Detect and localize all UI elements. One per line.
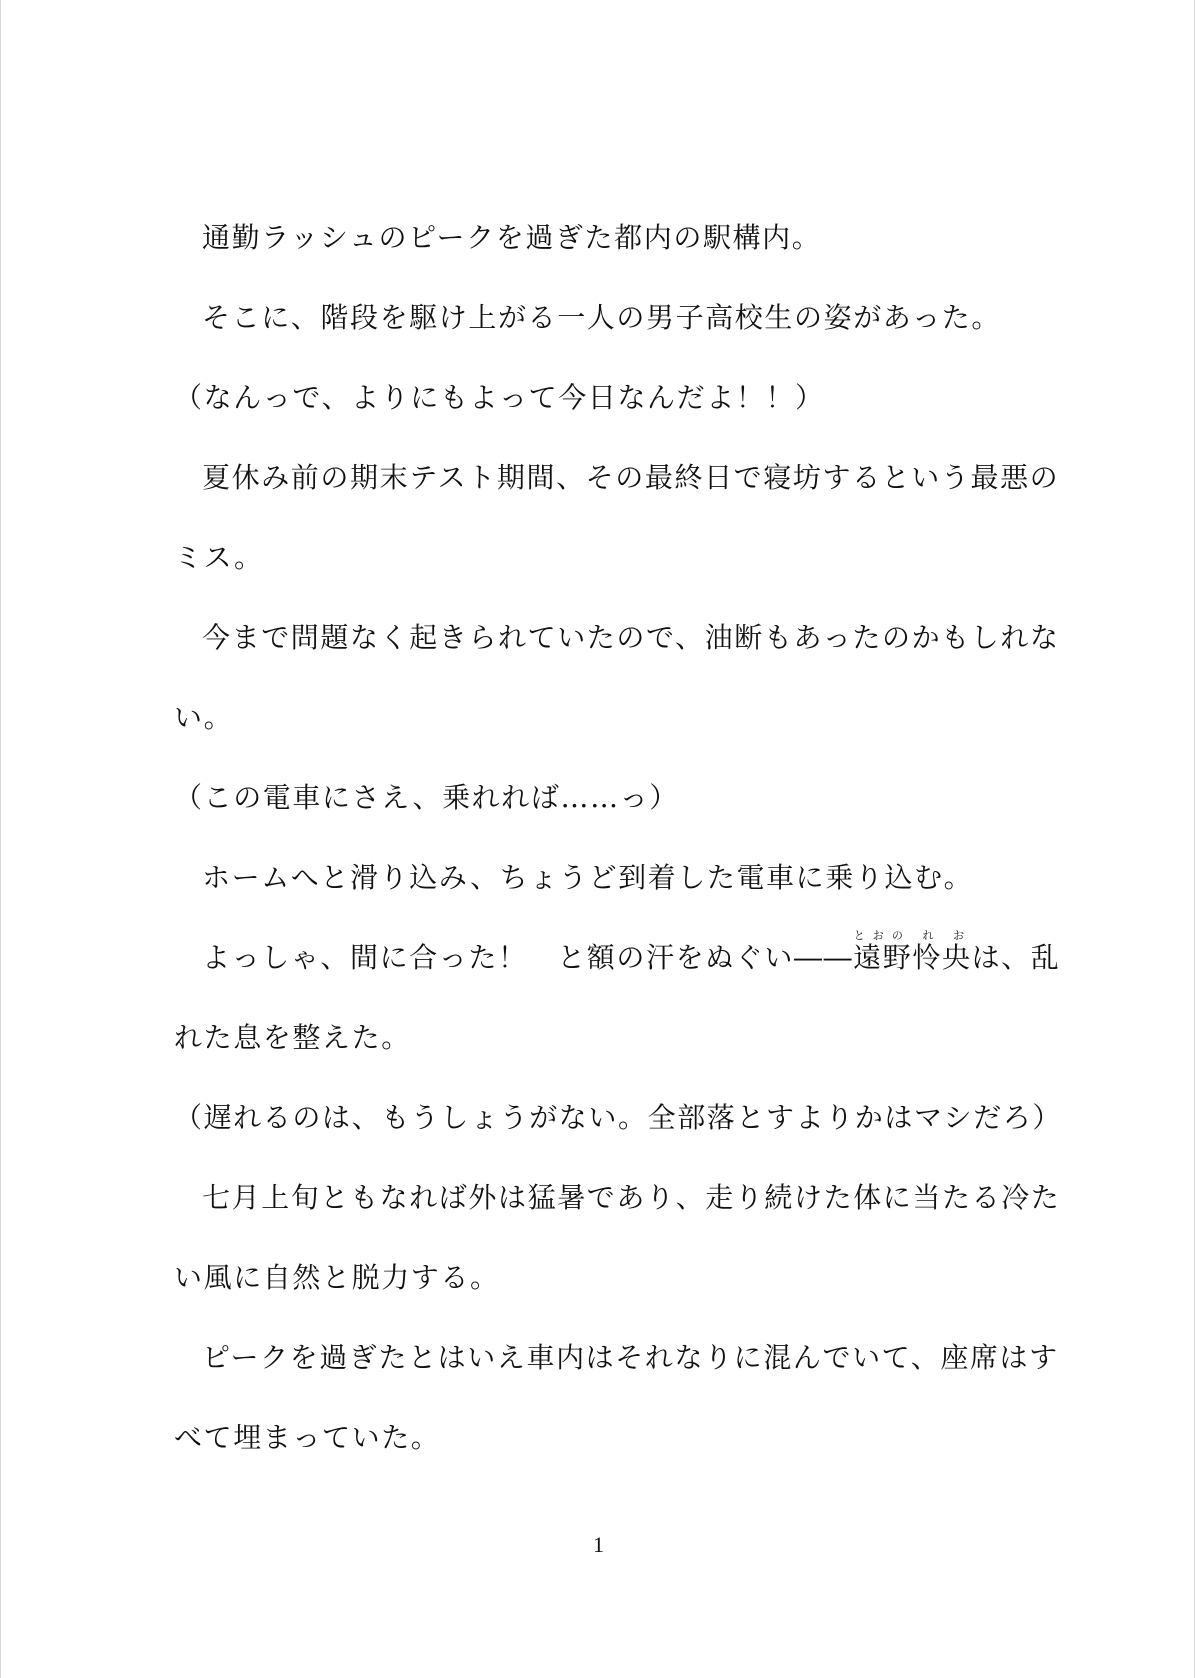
dialogue-line: （この電車にさえ、乗れれば……っ） — [174, 781, 679, 814]
ruby-line-before: よっしゃ、間に合った！ と額の汗をぬぐい―― — [202, 941, 854, 974]
dialogue-line: （なんっで、よりにもよって今日なんだよ！！） — [174, 381, 825, 414]
page-number: 1 — [593, 1532, 604, 1557]
paragraph-continuation: い。 — [174, 701, 234, 734]
paragraph: 通勤ラッシュのピークを過ぎた都内の駅構内。 — [202, 221, 822, 254]
paragraph: ピークを過ぎたとはいえ車内はそれなりに混んでいて、座席はす — [202, 1341, 1059, 1374]
paragraph: 七月上旬ともなれば外は猛暑であり、走り続けた体に当たる冷た — [202, 1181, 1061, 1214]
character-name-ruby — [853, 929, 972, 974]
paragraph: ホームへと滑り込み、ちょうど到着した電車に乗り込む。 — [202, 861, 974, 894]
paragraph: 今まで問題なく起きられていたので、油断もあったのかもしれな — [202, 621, 1060, 654]
paragraph-continuation: べて埋まっていた。 — [174, 1421, 441, 1454]
paragraph-with-ruby — [174, 918, 1061, 998]
body-text — [174, 198, 1063, 1478]
paragraph: 夏休み前の期末テスト期間、その最終日で寝坊するという最悪の — [202, 461, 1060, 494]
paragraph-continuation: れた息を整えた。 — [174, 1021, 411, 1054]
paragraph: そこに、階段を駆け上がる一人の男子高校生の姿があった。 — [202, 301, 1001, 334]
paragraph-continuation: い風に自然と脱力する。 — [174, 1261, 500, 1294]
character-name: 遠野怜央 — [853, 941, 972, 974]
paragraph-continuation: ミス。 — [174, 541, 264, 574]
character-name-reading: とおの れ お — [853, 929, 972, 942]
ruby-line-after: は、乱 — [971, 941, 1061, 974]
dialogue-line: （遅れるのは、もうしょうがない。全部落とすよりかはマシだろ） — [174, 1101, 1063, 1134]
